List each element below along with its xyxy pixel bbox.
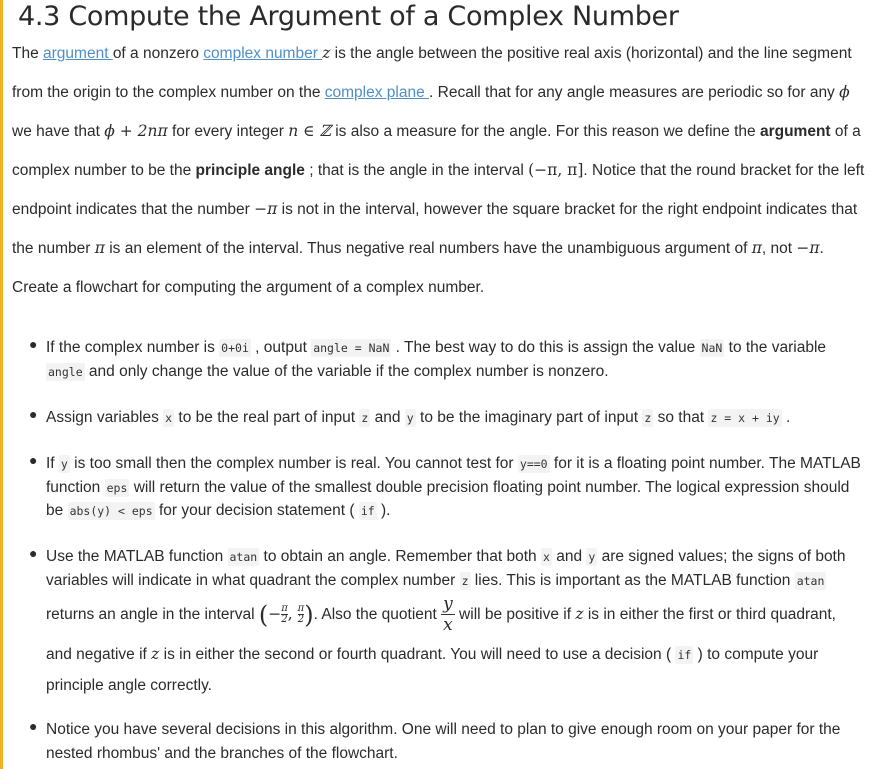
text: principle angle correctly.: [46, 677, 212, 694]
code-inline: if: [677, 648, 692, 662]
code-inline: angle = NaN: [313, 341, 390, 355]
text: endpoint indicates that the number: [12, 201, 255, 218]
text: returns an angle in the interval: [46, 606, 259, 623]
list-item: [12, 452, 861, 523]
math-phi: ϕ: [104, 122, 115, 140]
code-inline: if: [360, 504, 375, 518]
math-pi: π: [751, 239, 762, 257]
text: and negative if: [46, 646, 152, 663]
text: and only change the value of the variable if the complex number is nonzero.: [84, 362, 609, 380]
text: for every integer: [167, 123, 289, 140]
text: The: [12, 45, 44, 62]
page-title: 4.3 Compute the Argument of a Complex Number: [18, 1, 679, 32]
code-inline: z: [461, 573, 469, 588]
page-content: [12, 0, 870, 762]
code-inline: y==0: [519, 457, 548, 471]
text: ) to compute your: [693, 646, 819, 663]
text: will return the value of the smallest double precision floating point number. The logical expression should: [129, 478, 850, 496]
text: If the complex number is: [46, 339, 220, 356]
list-item: [12, 406, 790, 430]
bullet-dot: ●: [29, 718, 38, 734]
text: of a: [830, 123, 861, 140]
text: function: [46, 478, 105, 496]
text: is in either the second or fourth quadrant. You will need to use a decision (: [159, 646, 676, 663]
code-inline: 0+0i: [221, 341, 249, 355]
code-inline: angle: [48, 364, 83, 379]
math-interval: (−π, π]: [528, 161, 584, 179]
fraction-y-over-x: $\frac{y}{x}$: [443, 594, 453, 636]
text: is not in the interval, however the square bracket for the right endpoint indicates that: [277, 201, 858, 218]
text: will be positive if: [454, 606, 576, 623]
text: complex number to be the: [12, 162, 196, 179]
text: is in either the first or third quadrant,: [583, 606, 836, 623]
code-inline: y: [588, 550, 596, 564]
intro-line-1: [12, 34, 870, 73]
text: ; that is the angle in the interval: [304, 162, 529, 179]
math-2npi: + 2nπ: [114, 122, 168, 140]
text: be: [46, 502, 68, 519]
intro-line-4: [12, 151, 870, 190]
text: .: [819, 240, 824, 257]
intro-paragraph: [12, 34, 870, 307]
code-inline: atan: [229, 550, 258, 564]
link-complex-number[interactable]: complex number: [203, 45, 323, 62]
text: Use the MATLAB function: [46, 548, 228, 565]
text: . Also the quotient: [313, 606, 442, 623]
math-neg-pi: −π: [796, 239, 820, 257]
text: for it is a floating point number. The MATLAB: [549, 455, 861, 472]
list-item: [12, 545, 846, 698]
list-item: [12, 336, 826, 383]
text: the number: [12, 240, 95, 257]
intro-line-6: [12, 229, 870, 268]
math-z: z: [151, 645, 160, 663]
text: we have that: [12, 123, 105, 140]
list-item: [12, 718, 840, 765]
text: nested rhombus' and the branches of the flowchart.: [46, 744, 398, 762]
intro-line-5: [12, 190, 870, 229]
text: . Notice that the round bracket for the left: [583, 162, 865, 179]
text: to obtain an angle. Remember that both: [259, 548, 541, 565]
text: Assign variables: [46, 409, 164, 426]
text: , not: [761, 240, 797, 257]
code-inline: z: [644, 411, 652, 425]
text: , output: [250, 339, 312, 356]
code-inline: abs(y) < eps: [69, 504, 153, 518]
text: variables will indicate in what quadrant the complex number: [46, 571, 460, 589]
code-inline: z = x + iy: [710, 411, 780, 425]
code-inline: eps: [106, 480, 128, 495]
bullet-dot: ●: [29, 336, 38, 352]
code-inline: y: [406, 411, 414, 425]
link-argument[interactable]: argument: [43, 45, 113, 62]
math-phi: ϕ: [839, 83, 850, 101]
flowchart-instruction: Create a flowchart for computing the argument of a complex number.: [12, 279, 485, 296]
math-pi: π: [94, 239, 105, 257]
bold-principle-angle: principle angle: [195, 162, 305, 179]
text: .: [781, 409, 791, 426]
bullet-dot: ●: [29, 452, 38, 468]
text: of a nonzero: [112, 45, 204, 62]
text: is too small then the complex number is real. You cannot test for: [69, 455, 518, 472]
intro-line-7: [12, 268, 870, 307]
code-inline: atan: [796, 573, 825, 588]
text: and: [551, 548, 587, 565]
text: for your decision statement (: [154, 502, 359, 519]
text: is the angle between the positive real axis (horizontal) and the line segment: [330, 45, 852, 62]
math-n-in-z: n ∈ ℤ: [288, 122, 331, 140]
paren-open: (: [258, 600, 269, 629]
text: so that: [653, 409, 709, 426]
text: is an element of the interval. Thus negative real numbers have the unambiguous argument of: [104, 240, 752, 257]
text: Notice you have several decisions in this algorithm. One will need to plan to give enough room on your paper for the: [46, 721, 841, 738]
text: to be the imaginary part of input: [415, 409, 643, 426]
text: to the variable: [724, 339, 827, 356]
text: to be the real part of input: [174, 409, 360, 426]
text: is also a measure for the angle. For this reason we define the: [330, 123, 760, 140]
text: are signed values; the signs of both: [597, 548, 846, 565]
comma: ,: [287, 605, 298, 623]
math-neg-pi: −π: [254, 200, 278, 218]
bullet-dot: ●: [29, 406, 38, 422]
text: from the origin to the complex number on the: [12, 84, 325, 101]
text: ).: [376, 502, 391, 519]
bold-argument: argument: [759, 123, 831, 140]
minus-sign: −: [268, 605, 282, 623]
code-inline: x: [542, 550, 550, 564]
math-z: z: [575, 605, 584, 623]
code-inline: NaN: [701, 341, 723, 355]
code-inline: x: [165, 411, 173, 425]
paren-close: ): [304, 600, 314, 629]
text: and: [370, 409, 405, 426]
intro-line-2: [12, 73, 870, 112]
left-accent-rail: [0, 0, 3, 769]
text: If: [46, 455, 59, 472]
code-inline: z: [361, 411, 369, 425]
code-inline: y: [60, 457, 68, 471]
math-z: z: [322, 44, 331, 62]
text: . Recall that for any angle measures are periodic so for any: [429, 84, 840, 101]
fraction-pi-over-2: $\frac{\pi}{2}$: [281, 603, 288, 626]
bullet-dot: ●: [29, 545, 38, 561]
fraction-pi-over-2: $\frac{\pi}{2}$: [297, 603, 305, 626]
text: lies. This is important as the MATLAB function: [470, 571, 795, 589]
text: . The best way to do this is assign the value: [391, 339, 700, 356]
link-complex-plane[interactable]: complex plane: [324, 84, 430, 101]
intro-line-3: [12, 112, 870, 151]
